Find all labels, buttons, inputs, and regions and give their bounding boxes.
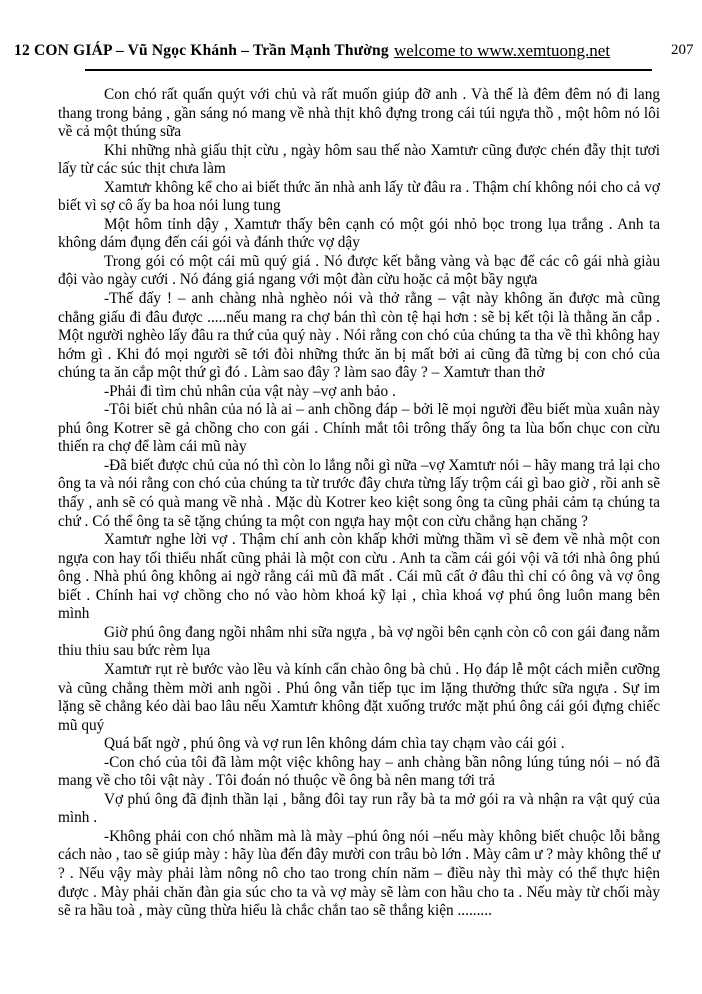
paragraph: -Con chó của tôi đã làm một việc không hay – anh chàng bần nông lúng túng nói – nó đã mang về cho tôi vật này . Tôi đoán nó thuộc về ông bà nên mang tới trả bbox=[58, 753, 660, 790]
paragraph: Xamtưr nghe lời vợ . Thậm chí anh còn khấp khởi mừng thầm vì sẽ đem về nhà một con ngựa con hay tối thiểu nhất cũng phải là một con cừu . Anh ta cầm cái gói vội vã tới nhà ông phú ông . Nhà phú ông không ai ngờ rằng cái mũ đã mất . Cái mũ cất ở đâu thì chỉ có ông và vợ ông biết . Chính hai vợ chồng cho nó vào hòm khoá kỹ lại , chìa khoá vợ phú ông luôn mang bên mình bbox=[58, 531, 660, 623]
header-divider bbox=[85, 69, 652, 71]
website-link[interactable]: welcome to www.xemtuong.net bbox=[394, 41, 611, 60]
paragraph: Xamtưr không kể cho ai biết thức ăn nhà anh lấy từ đâu ra . Thậm chí không nói cho cả vợ biết vì sợ cô ấy ba hoa nói lung tung bbox=[58, 178, 660, 215]
paragraph: Vợ phú ông đã định thần lại , bằng đôi tay run rẫy bà ta mở gói ra và nhận ra vật quý của mình . bbox=[58, 790, 660, 827]
paragraph: Quá bất ngờ , phú ông và vợ run lên không dám chìa tay chạm vào cái gói . bbox=[104, 735, 565, 753]
paragraph: Con chó rất quấn quýt với chủ và rất muốn giúp đỡ anh . Và thế là đêm đêm nó đi lang thang trong bảng , gần sáng nó mang về nhà thịt khô đựng trong cái túi ngựa thồ , một hôm nó lôi về cả một thúng sữa bbox=[58, 86, 660, 141]
paragraph: -Tôi biết chủ nhân của nó là ai – anh chồng đáp – bởi lẽ mọi người đều biết mùa xuân này phú ông Kotrer sẽ gả chồng cho con gái . Chính mắt tôi trông thấy ông ta lùa bốn chục con cừu thiến ra chợ để làm cái mũ này bbox=[58, 401, 660, 456]
paragraph: -Thế đấy ! – anh chàng nhà nghèo nói và thở rằng – vật này không ăn được mà cũng chẳng giấu đi đâu được .....nếu mang ra chợ bán thì còn tệ hại hơn : sẽ bị kết tội là thằng ăn cắp . Một người nghèo lấy đâu ra thứ của quý này . Nói rằng con chó của chúng ta tha về thì không hay hớm gì . Khi đó mọi người sẽ tới đòi những thức ăn bị mất bởi ai cũng đã từng bị con chó của chúng ta ăn cắp một thứ gì đó . Làm sao đây ? làm sao đây ? – Xamtưr than thở bbox=[58, 290, 660, 382]
paragraph: -Không phải con chó nhầm mà là mày –phú ông nói –nếu mày không biết chuộc lỗi bằng cách nào , tao sẽ giúp mày : hãy lùa đến đây mười con trâu bò lớn . Mày câm ư ? mày không thể ư ? . Nếu vậy mày phải làm nông nô cho tao trong chín năm – điều này thì mày có thể thực hiện được . Mày phải chăn đàn gia súc cho ta và vợ mày sẽ làm con hầu cho ta . Nếu mày từ chối mày sẽ ra hầu toà , mày cũng thừa hiểu là chắc chắn tao sẽ thắng kiện ......... bbox=[58, 827, 660, 920]
paragraph: -Đã biết được chủ của nó thì còn lo lắng nỗi gì nữa –vợ Xamtưr nói – hãy mang trả lại cho ông ta và nói rằng con chó của chúng ta từ trước đây chưa từng lấy trộm cái gì bao giờ , rồi anh sẽ thấy , anh sẽ có quà mang về nhà . Mặc dù Kotrer keo kiệt song ông ta cũng phải cảm tạ chúng ta chứ . Có thể ông ta sẽ tặng chúng ta một con ngựa hay một con cừu chẳng hạn chăng ? bbox=[58, 456, 660, 530]
paragraph: Một hôm tỉnh dậy , Xamtưr thấy bên cạnh có một gói nhỏ bọc trong lụa trắng . Anh ta không dám đụng đến cái gói và đánh thức vợ dậy bbox=[58, 215, 660, 252]
story-text-block bbox=[58, 86, 660, 921]
page-number: 207 bbox=[671, 42, 694, 58]
paragraph: Trong gói có một cái mũ quý giá . Nó được kết bằng vàng và bạc để các cô gái nhà giàu đội vào ngày cưới . Nó đáng giá ngang với một đàn cừu hoặc cả một bầy ngựa bbox=[58, 252, 660, 289]
paragraph: -Phải đi tìm chủ nhân của vật này –vợ anh bảo . bbox=[104, 382, 396, 400]
paragraph: Giờ phú ông đang ngồi nhâm nhi sữa ngựa , bà vợ ngồi bên cạnh còn cô con gái đang nằm thiu thiu sau bức rèm lụa bbox=[58, 623, 660, 660]
book-title: 12 CON GIÁP – Vũ Ngọc Khánh – Trần Mạnh Thường bbox=[14, 42, 389, 59]
paragraph: Xamtưr rụt rè bước vào lều và kính cẩn chào ông bà chủ . Họ đáp lễ một cách miễn cưỡng và cũng chẳng thèm mời anh ngồi . Phú ông vẫn tiếp tục im lặng thưởng thức sữa ngựa . Sự im lặng sẽ chẳng kéo dài bao lâu nếu Xamtưr không đặt xuống trước mặt phú ông cái gói đựng chiếc mũ quý bbox=[58, 660, 660, 734]
paragraph: Khi những nhà giấu thịt cừu , ngày hôm sau thế nào Xamtưr cũng được chén đẫy thịt tươi lấy từ các súc thịt chưa làm bbox=[58, 141, 660, 178]
